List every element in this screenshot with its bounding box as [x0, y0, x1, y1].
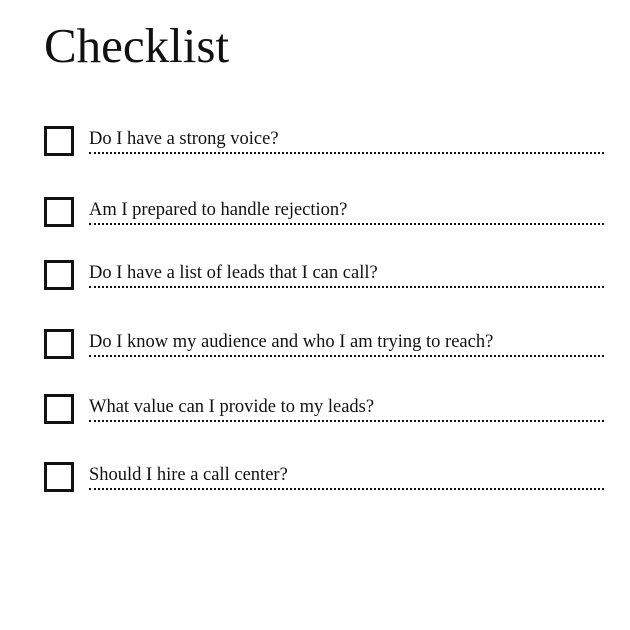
checklist-item — [44, 197, 604, 233]
checkbox[interactable] — [44, 462, 74, 492]
checklist-item-label: Should I hire a call center? — [89, 465, 288, 485]
checklist-item-label: Do I have a strong voice? — [89, 129, 279, 149]
answer-line — [89, 286, 604, 288]
checklist-item — [44, 126, 604, 162]
answer-line — [89, 420, 604, 422]
checklist-item — [44, 329, 604, 365]
checklist-item — [44, 462, 604, 498]
checkbox[interactable] — [44, 329, 74, 359]
checklist-item-label: Am I prepared to handle rejection? — [89, 200, 348, 220]
checklist-item — [44, 260, 604, 296]
page-title: Checklist — [44, 18, 230, 73]
answer-line — [89, 152, 604, 154]
checklist-item-label: Do I know my audience and who I am trying to reach? — [89, 332, 494, 352]
checkbox[interactable] — [44, 197, 74, 227]
checklist-item-label: Do I have a list of leads that I can call? — [89, 263, 378, 283]
checklist-item — [44, 394, 604, 430]
checklist-item-label: What value can I provide to my leads? — [89, 397, 375, 417]
answer-line — [89, 223, 604, 225]
answer-line — [89, 488, 604, 490]
checkbox[interactable] — [44, 126, 74, 156]
checkbox[interactable] — [44, 394, 74, 424]
checkbox[interactable] — [44, 260, 74, 290]
answer-line — [89, 355, 604, 357]
